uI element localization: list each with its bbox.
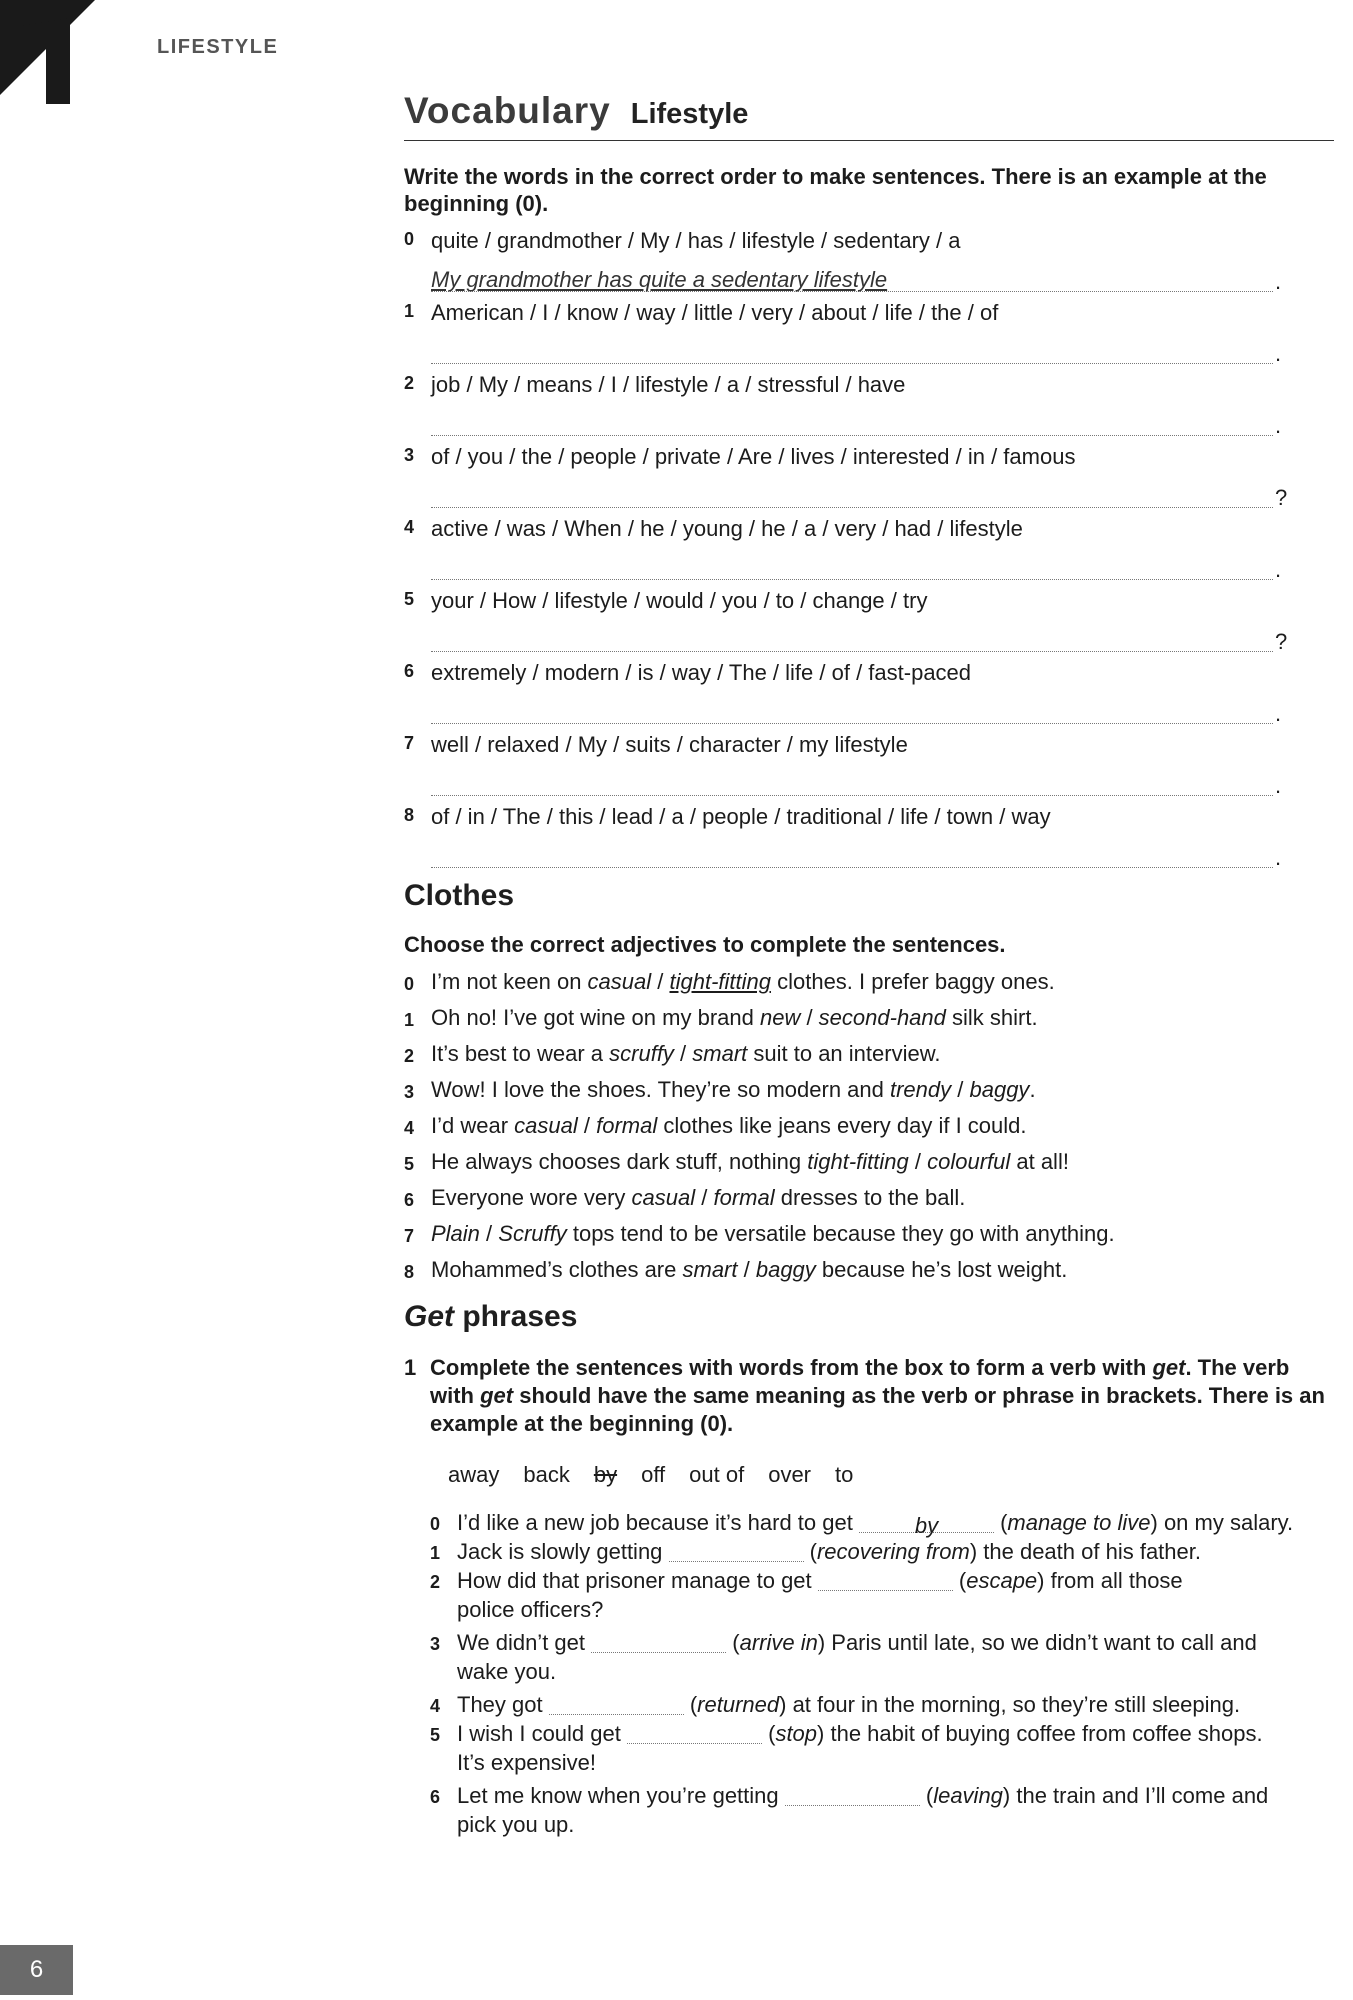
clothes-item <box>404 1148 1334 1184</box>
item-number: 3 <box>404 445 415 465</box>
answer-line[interactable] <box>431 844 1273 868</box>
option-separator: / <box>479 1221 499 1246</box>
word-prompt: active / was / When / he / young / he / a / very / had / lifestyle <box>431 516 1023 541</box>
sentence-start: Oh no! I’ve got wine on my brand <box>431 1005 760 1030</box>
get-phrase-item: 1 Jack is slowly getting (recovering from) the death of his father. <box>404 1537 1334 1566</box>
ordering-item <box>404 371 1334 443</box>
option-2[interactable]: smart <box>692 1041 748 1066</box>
option-2[interactable]: colourful <box>927 1149 1011 1174</box>
answer-line[interactable] <box>431 700 1273 724</box>
sentence-start: I’d like a new job because it’s hard to get <box>457 1510 859 1535</box>
get-phrase-item: 5 I wish I could get (stop) the habit of buying coffee from coffee shops. It’s expensive! <box>430 1721 1263 1775</box>
sentence-start: I wish I could get <box>457 1721 627 1746</box>
end-punctuation: . <box>1275 557 1282 582</box>
page-number: 6 <box>0 1945 73 1995</box>
option-2[interactable]: Scruffy <box>498 1221 567 1246</box>
ordering-item <box>404 227 1334 299</box>
box-word: back <box>523 1462 570 1487</box>
clothes-item <box>404 1076 1334 1112</box>
worksheet-content <box>404 90 1334 1843</box>
vocabulary-instruction: Write the words in the correct order to make sentences. There is an example at the beginning (0). <box>404 164 1267 216</box>
sentence-end: clothes like jeans every day if I could. <box>657 1113 1027 1138</box>
end-punctuation: . <box>1275 773 1282 798</box>
clothes-item <box>404 1256 1334 1292</box>
option-separator: / <box>577 1113 597 1138</box>
sentence-end: clothes. I prefer baggy ones. <box>770 969 1055 994</box>
box-word: by <box>593 1462 618 1487</box>
item-number: 5 <box>404 589 415 609</box>
sentence-start: Jack is slowly getting <box>457 1539 669 1564</box>
sentence-end: the death of his father. <box>977 1539 1201 1564</box>
end-punctuation: . <box>1275 413 1282 438</box>
answer-line[interactable] <box>431 340 1273 364</box>
ordering-item <box>404 515 1334 587</box>
sentence-end: silk shirt. <box>945 1005 1038 1030</box>
get-phrases-instruction: 1 Complete the sentences with words from the box to form a verb with get. The verb with get should have the same meaning as the verb or phrase in brackets. There is an example at the beginning (0). <box>404 1355 1325 1436</box>
option-1[interactable]: casual <box>514 1113 578 1138</box>
box-word: away <box>448 1462 500 1487</box>
bracket-meaning: arrive in <box>739 1630 818 1655</box>
word-prompt: of / you / the / people / private / Are / lives / interested / in / famous <box>431 444 1076 469</box>
item-number: 5 <box>404 1154 415 1174</box>
option-1[interactable]: trendy <box>889 1077 952 1102</box>
sentence-end: the habit of buying coffee from coffee shops. <box>824 1721 1263 1746</box>
bracket-meaning: leaving <box>933 1783 1003 1808</box>
unit-label: LIFESTYLE <box>157 36 279 58</box>
option-1[interactable]: tight-fitting <box>807 1149 909 1174</box>
get-phrase-item: 3 We didn’t get (arrive in) Paris until late, so we didn’t want to call and wake you. <box>430 1630 1257 1684</box>
word-prompt: quite / grandmother / My / has / lifestyle / sedentary / a <box>431 228 961 253</box>
answer-blank[interactable] <box>627 1722 762 1744</box>
sentence-end: at four in the morning, so they’re still sleeping. <box>786 1692 1241 1717</box>
option-separator: / <box>695 1185 714 1210</box>
option-separator: / <box>651 969 670 994</box>
get-phrase-item: 2 How did that prisoner manage to get (escape) from all those police officers? <box>430 1568 1183 1622</box>
get-phrases-exercise <box>404 1508 1334 1839</box>
end-punctuation: . <box>1275 341 1282 366</box>
sentence-continuation: police officers? <box>457 1597 604 1622</box>
item-number: 3 <box>404 1082 415 1102</box>
clothes-item <box>404 1184 1334 1220</box>
ordering-exercise <box>404 227 1334 875</box>
vocabulary-topic: Lifestyle <box>630 98 749 130</box>
clothes-item <box>404 1040 1334 1076</box>
bracket-meaning: returned <box>697 1692 780 1717</box>
sentence-start: It’s best to wear a <box>431 1041 610 1066</box>
item-number: 2 <box>430 1572 441 1592</box>
answer-blank[interactable] <box>549 1693 684 1715</box>
sentence-continuation: It’s expensive! <box>457 1750 597 1775</box>
ordering-item <box>404 587 1334 659</box>
sentence-start: He always chooses dark stuff, nothing <box>431 1149 808 1174</box>
ordering-item <box>404 443 1334 515</box>
sentence-end: dresses to the ball. <box>774 1185 966 1210</box>
sentence-continuation: pick you up. <box>457 1812 575 1837</box>
clothes-item <box>404 1004 1334 1040</box>
word-prompt: well / relaxed / My / suits / character / my lifestyle <box>431 732 908 757</box>
end-punctuation: ? <box>1275 485 1288 510</box>
item-number: 0 <box>404 229 415 249</box>
option-1[interactable]: casual <box>587 969 652 994</box>
item-number: 4 <box>430 1696 441 1716</box>
option-2[interactable]: baggy <box>755 1257 816 1282</box>
sentence-start: Let me know when you’re getting <box>457 1783 785 1808</box>
box-word: over <box>768 1462 811 1487</box>
sentence-continuation: wake you. <box>457 1659 557 1684</box>
answer-blank[interactable] <box>818 1569 953 1591</box>
item-number: 1 <box>404 1010 415 1030</box>
clothes-title: Clothes <box>404 879 515 912</box>
option-separator: / <box>908 1149 928 1174</box>
option-1[interactable]: smart <box>682 1257 738 1282</box>
unit-number-badge <box>0 0 95 110</box>
clothes-item <box>404 968 1334 1004</box>
sentence-start: They got <box>457 1692 549 1717</box>
sentence-start: How did that prisoner manage to get <box>457 1568 818 1593</box>
option-2[interactable]: formal <box>713 1185 775 1210</box>
sentence-end: because he’s lost weight. <box>815 1257 1068 1282</box>
option-2[interactable]: tight-fitting <box>669 969 771 994</box>
answer-line[interactable] <box>431 484 1273 508</box>
clothes-item <box>404 1112 1334 1148</box>
word-box <box>404 1462 1334 1488</box>
ordering-item <box>404 731 1334 803</box>
ordering-item <box>404 803 1334 875</box>
bracket-meaning: manage to live <box>1007 1510 1151 1535</box>
option-separator: / <box>800 1005 819 1030</box>
end-punctuation: ? <box>1275 629 1288 654</box>
answer-text: My grandmother has quite a sedentary lifestyle <box>431 267 888 292</box>
option-1[interactable]: Plain <box>431 1221 480 1246</box>
item-number: 2 <box>404 1046 415 1066</box>
answer-blank[interactable] <box>591 1631 726 1653</box>
get-phrase-item: 6 Let me know when you’re getting (leaving) the train and I’ll come and pick you up. <box>430 1783 1269 1837</box>
item-number: 4 <box>404 1118 415 1138</box>
answer-blank[interactable] <box>669 1540 804 1562</box>
sentence-start: I’d wear <box>431 1113 515 1138</box>
item-number: 7 <box>404 733 415 753</box>
vocabulary-header <box>404 90 1334 141</box>
answer-line[interactable] <box>431 556 1273 580</box>
item-number: 8 <box>404 805 415 825</box>
clothes-instruction: Choose the correct adjectives to complete the sentences. <box>404 932 1006 957</box>
item-number: 3 <box>430 1634 441 1654</box>
option-2[interactable]: second-hand <box>818 1005 946 1030</box>
clothes-item <box>404 1220 1334 1256</box>
bracket-meaning: escape <box>966 1568 1038 1593</box>
option-2[interactable]: baggy <box>969 1077 1030 1102</box>
option-2[interactable]: formal <box>596 1113 658 1138</box>
item-number: 7 <box>404 1226 415 1246</box>
bracket-meaning: stop <box>775 1721 818 1746</box>
item-number: 0 <box>430 1514 441 1534</box>
word-prompt: job / My / means / I / lifestyle / a / stressful / have <box>431 372 906 397</box>
option-separator: / <box>737 1257 756 1282</box>
item-number: 5 <box>430 1725 441 1745</box>
sentence-end: at all! <box>1010 1149 1069 1174</box>
option-separator: / <box>951 1077 970 1102</box>
sentence-start: Everyone wore very <box>431 1185 632 1210</box>
item-number: 6 <box>404 1190 415 1210</box>
box-word: out of <box>689 1462 745 1487</box>
sentence-end: tops tend to be versatile because they go with anything. <box>566 1221 1115 1246</box>
sentence-end: . <box>1029 1077 1036 1102</box>
ordering-item <box>404 299 1334 371</box>
word-prompt: of / in / The / this / lead / a / people / traditional / life / town / way <box>431 804 1051 829</box>
item-number: 0 <box>404 974 415 994</box>
clothes-exercise <box>404 968 1334 1292</box>
sentence-end: Paris until late, so we didn’t want to call and <box>825 1630 1257 1655</box>
option-1[interactable]: new <box>759 1005 801 1030</box>
item-number: 8 <box>404 1262 415 1282</box>
end-punctuation: . <box>1275 701 1282 726</box>
answer-blank[interactable]: by <box>859 1511 994 1533</box>
item-number: 1 <box>430 1543 441 1563</box>
answer-line[interactable] <box>431 628 1273 652</box>
get-phrases-title: Get phrases <box>404 1300 578 1333</box>
option-1[interactable]: scruffy <box>609 1041 674 1066</box>
get-phrase-item: 4 They got (returned) at four in the morning, so they’re still sleeping. <box>404 1690 1334 1719</box>
item-number: 6 <box>404 661 415 681</box>
end-punctuation: . <box>1275 845 1282 870</box>
sentence-start: We didn’t get <box>457 1630 592 1655</box>
sentence-end: the train and I’ll come and <box>1010 1783 1269 1808</box>
end-punctuation: . <box>1275 269 1282 294</box>
bracket-meaning: recovering from <box>816 1539 970 1564</box>
get-phrase-item: 0 I’d like a new job because it’s hard to get by (manage to live) on my salary. <box>430 1510 1294 1538</box>
word-prompt: American / I / know / way / little / very / about / life / the / of <box>431 300 999 325</box>
box-word: off <box>641 1462 666 1487</box>
item-number: 2 <box>404 373 415 393</box>
box-word: to <box>835 1462 854 1487</box>
answer-line[interactable] <box>431 772 1273 796</box>
sentence-start: Wow! I love the shoes. They’re so modern and <box>431 1077 890 1102</box>
option-separator: / <box>673 1041 693 1066</box>
answer-line[interactable] <box>431 412 1273 436</box>
vocabulary-heading: Vocabulary <box>404 90 611 131</box>
sentence-end: on my salary. <box>1157 1510 1294 1535</box>
item-number: 6 <box>430 1787 441 1807</box>
word-prompt: your / How / lifestyle / would / you / to / change / try <box>431 588 928 613</box>
word-prompt: extremely / modern / is / way / The / life / of / fast-paced <box>431 660 972 685</box>
option-1[interactable]: casual <box>631 1185 696 1210</box>
sentence-end: suit to an interview. <box>747 1041 941 1066</box>
sentence-end: from all those <box>1044 1568 1183 1593</box>
sentence-start: I’m not keen on <box>431 969 588 994</box>
ordering-item <box>404 659 1334 731</box>
item-number: 4 <box>404 517 415 537</box>
sentence-start: Mohammed’s clothes are <box>431 1257 683 1282</box>
answer-line[interactable] <box>431 268 1273 292</box>
answer-blank[interactable] <box>785 1784 920 1806</box>
item-number: 1 <box>404 301 415 321</box>
